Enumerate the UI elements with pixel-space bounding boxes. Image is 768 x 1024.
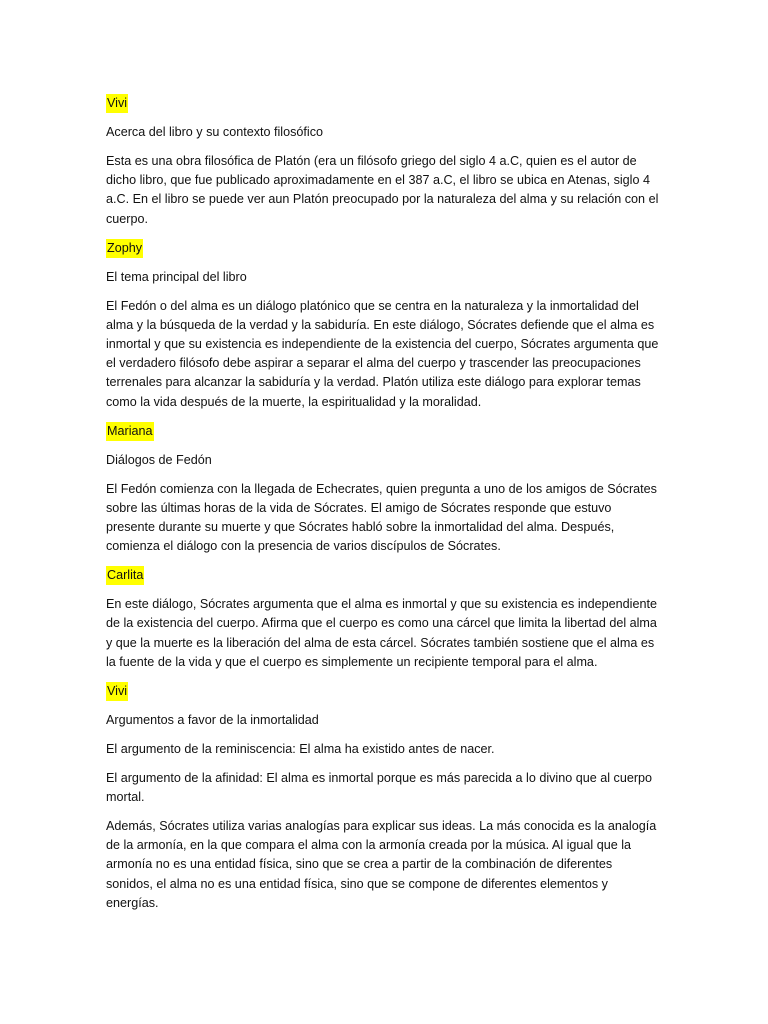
paragraph: Esta es una obra filosófica de Platón (era un filósofo griego del siglo 4 a.C, quien es el autor de dicho libro, que fue publicado aproximadamente en el 387 a.C, el libro se ubica en Atenas, siglo 4 a.C. En el libro se puede ver aun Platón preocupado por la naturaleza del alma y su relación con el cuerpo.	[106, 154, 659, 226]
speaker-name-highlight: Vivi	[106, 94, 128, 113]
paragraph: En este diálogo, Sócrates argumenta que el alma es inmortal y que su existencia es independiente de la existencia del cuerpo. Afirma que el cuerpo es como una cárcel que limita la libertad del alma y que la muerte es la liberación del alma de esta cárcel. Sócrates también sostiene que el alma es la fuente de la vida y que el cuerpo es simplemente un recipiente temporal para el alma.	[106, 597, 657, 669]
section-heading: Argumentos a favor de la inmortalidad	[106, 712, 319, 727]
speaker-block	[106, 94, 662, 113]
section-heading: El tema principal del libro	[106, 269, 247, 284]
speaker-name-highlight: Carlita	[106, 566, 144, 585]
speaker-name-highlight: Mariana	[106, 422, 154, 441]
section-heading: Acerca del libro y su contexto filosófico	[106, 125, 323, 139]
speaker-block	[106, 682, 662, 701]
section-heading: Diálogos de Fedón	[106, 452, 212, 467]
paragraph: El argumento de la reminiscencia: El alma ha existido antes de nacer.	[106, 741, 495, 756]
paragraph: El argumento de la afinidad: El alma es inmortal porque es más parecida a lo divino que al cuerpo mortal.	[106, 770, 653, 805]
speaker-block	[106, 422, 662, 441]
speaker-name-highlight: Zophy	[106, 239, 143, 258]
document-page	[106, 94, 662, 923]
speaker-block	[106, 239, 662, 258]
speaker-block	[106, 566, 662, 585]
paragraph: El Fedón o del alma es un diálogo platónico que se centra en la naturaleza y la inmortalidad del alma y la búsqueda de la verdad y la sabiduría. En este diálogo, Sócrates defiende que el alma es inmortal y que su existencia es independiente de la existencia del cuerpo, Sócrates argumenta que el verdadero filósofo debe aspirar a separar el alma del cuerpo y trascender las preocupaciones terrenales para alcanzar la sabiduría y la verdad. Platón utiliza este diálogo para explorar temas como la vida después de la muerte, la espiritualidad y la moralidad.	[106, 298, 659, 409]
paragraph: El Fedón comienza con la llegada de Echecrates, quien pregunta a uno de los amigos de Sócrates sobre las últimas horas de la vida de Sócrates. El amigo de Sócrates responde que estuvo presente durante su muerte y que Sócrates habló sobre la inmortalidad del alma. Después, comienza el diálogo con la presencia de varios discípulos de Sócrates.	[106, 481, 657, 554]
speaker-name-highlight: Vivi	[106, 682, 128, 701]
paragraph: Además, Sócrates utiliza varias analogías para explicar sus ideas. La más conocida es la analogía de la armonía, en la que compara el alma con la armonía creada por la música. Al igual que la armonía no es una entidad física, sino que se crea a partir de la combinación de diferentes sonidos, el alma no es una entidad física, sino que se compone de diferentes elementos y energías.	[106, 819, 657, 910]
